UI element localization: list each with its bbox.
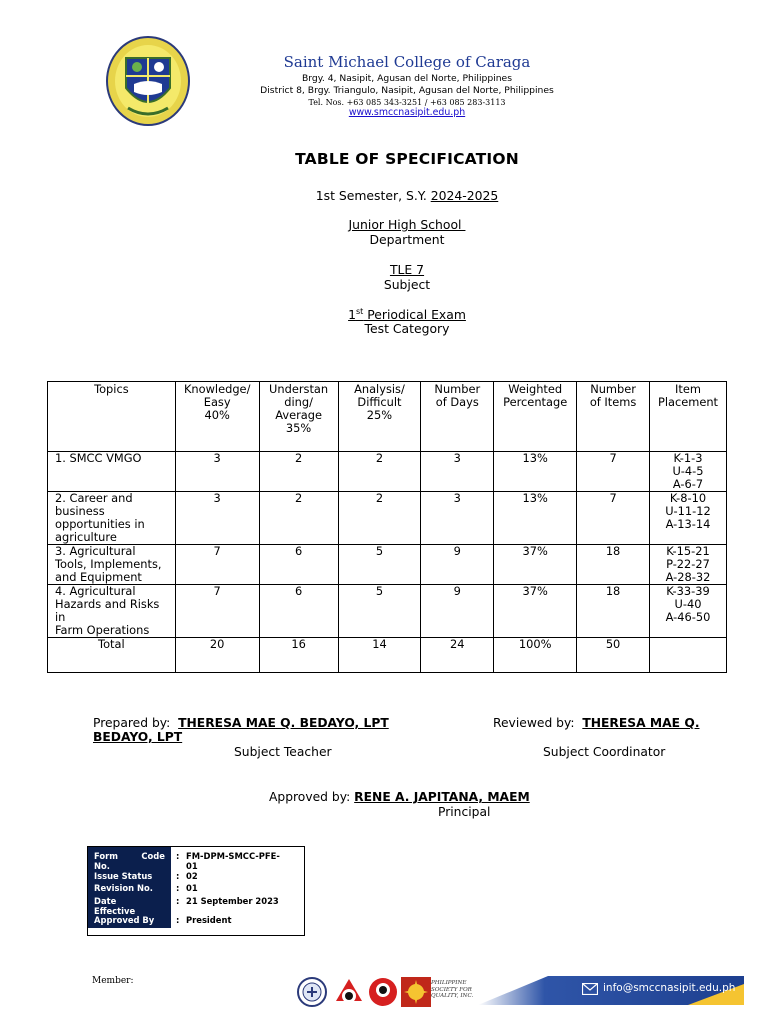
- prepared-label: Prepared by:: [93, 716, 171, 730]
- table-row: [48, 585, 727, 638]
- header-knowledge: Knowledge/ Easy 40%: [175, 382, 259, 452]
- semester-line: [0, 188, 768, 203]
- prepared-role: Subject Teacher: [234, 745, 332, 759]
- prepared-name: THERESA MAE Q. BEDAYO, LPT: [178, 716, 389, 730]
- cell-days: 9: [421, 545, 494, 585]
- prepared-by-line: [93, 716, 389, 730]
- form-info-box: [87, 846, 305, 936]
- specification-table: [47, 381, 727, 673]
- total-understanding: 16: [259, 638, 338, 673]
- cell-weighted: 13%: [494, 492, 577, 545]
- approved-by-line: [269, 790, 530, 804]
- reviewed-by-line: [493, 716, 700, 730]
- table-row: [48, 452, 727, 492]
- psq-logo-icon: [401, 977, 431, 1007]
- cell-topic: 3. Agricultural Tools, Implements, and Equipment: [48, 545, 176, 585]
- cell-placement: K-33-39 U-40 A-46-50: [650, 585, 727, 638]
- exam-superscript: st: [355, 307, 364, 316]
- cell-topic: 2. Career and business opportunities in agriculture: [48, 492, 176, 545]
- approved-role: Principal: [438, 805, 491, 819]
- form-colon: :: [176, 871, 180, 881]
- header-placement: Item Placement: [650, 382, 727, 452]
- header-weighted: Weighted Percentage: [494, 382, 577, 452]
- school-year: 2024-2025: [430, 188, 499, 203]
- total-days: 24: [421, 638, 494, 673]
- cell-analysis: 2: [338, 452, 421, 492]
- cell-topic: 4. Agricultural Hazards and Risks in Farm Operations: [48, 585, 176, 638]
- form-colon: :: [176, 915, 180, 925]
- total-knowledge: 20: [175, 638, 259, 673]
- header-items: Number of Items: [577, 382, 650, 452]
- cell-understanding: 2: [259, 452, 338, 492]
- table-total-row: [48, 638, 727, 673]
- college-name: Saint Michael College of Caraga: [283, 53, 531, 71]
- member-red-logo-icon: [368, 977, 398, 1007]
- header-days: Number of Days: [421, 382, 494, 452]
- reviewed-name: THERESA MAE Q.: [582, 716, 700, 730]
- cell-understanding: 6: [259, 545, 338, 585]
- cell-knowledge: 7: [175, 585, 259, 638]
- cell-understanding: 6: [259, 585, 338, 638]
- cell-days: 9: [421, 585, 494, 638]
- cell-items: 18: [577, 545, 650, 585]
- table-header-row: [48, 382, 727, 452]
- prepared-name-wrap: [93, 730, 182, 744]
- address-line-2: District 8, Brgy. Triangulo, Nasipit, Agusan del Norte, Philippines: [260, 85, 554, 96]
- cell-knowledge: 3: [175, 452, 259, 492]
- department-value: Junior High School: [348, 217, 466, 232]
- form-info-row: [88, 871, 304, 883]
- prepared-name-continued: BEDAYO, LPT: [93, 730, 183, 744]
- college-seal-logo: [106, 36, 190, 126]
- cell-placement: K-8-10 U-11-12 A-13-14: [650, 492, 727, 545]
- exam-label: Test Category: [364, 321, 450, 336]
- approved-by-value: President: [186, 915, 232, 925]
- approved-by-key: Approved By: [94, 915, 155, 925]
- cell-knowledge: 7: [175, 545, 259, 585]
- revision-no-value: 01: [186, 883, 198, 893]
- form-info-row: [88, 883, 304, 895]
- issue-status-key: Issue Status: [94, 871, 153, 881]
- form-code-value: FM-DPM-SMCC-PFE- 01: [186, 851, 280, 871]
- cell-items: 18: [577, 585, 650, 638]
- total-placement: [650, 638, 727, 673]
- cell-days: 3: [421, 452, 494, 492]
- cell-placement: K-1-3 U-4-5 A-6-7: [650, 452, 727, 492]
- cell-analysis: 2: [338, 492, 421, 545]
- total-weighted: 100%: [494, 638, 577, 673]
- header-understanding: Understan ding/ Average 35%: [259, 382, 338, 452]
- cell-items: 7: [577, 492, 650, 545]
- semester-prefix: 1st Semester, S.Y.: [315, 188, 431, 203]
- form-colon: :: [176, 851, 180, 861]
- issue-status-value: 02: [186, 871, 198, 881]
- exam-name: Periodical Exam: [363, 307, 466, 323]
- department-label: Department: [369, 232, 445, 247]
- approved-label: Approved by:: [269, 790, 351, 804]
- form-code-key: Form Code No.: [94, 851, 165, 871]
- table-row: [48, 492, 727, 545]
- document-title: TABLE OF SPECIFICATION: [295, 150, 519, 168]
- date-effective-value: 21 September 2023: [186, 896, 279, 906]
- exam-value: [0, 307, 768, 322]
- cell-knowledge: 3: [175, 492, 259, 545]
- date-effective-key: Date Effective: [94, 896, 136, 916]
- form-info-row: [88, 896, 304, 916]
- table-row: [48, 545, 727, 585]
- form-info-row: [88, 915, 304, 927]
- cell-placement: K-15-21 P-22-27 A-28-32: [650, 545, 727, 585]
- website-link[interactable]: www.smccnasipit.edu.ph: [348, 107, 466, 118]
- header-analysis: Analysis/ Difficult 25%: [338, 382, 421, 452]
- cell-weighted: 37%: [494, 545, 577, 585]
- revision-no-key: Revision No.: [94, 883, 153, 893]
- reviewed-label: Reviewed by:: [493, 716, 575, 730]
- cell-items: 7: [577, 452, 650, 492]
- total-analysis: 14: [338, 638, 421, 673]
- cell-understanding: 2: [259, 492, 338, 545]
- subject-value: TLE 7: [389, 262, 425, 277]
- form-info-row: [88, 851, 304, 871]
- header-topics: Topics: [48, 382, 176, 452]
- approved-name: RENE A. JAPITANA, MAEM: [354, 790, 530, 804]
- address-line-1: Brgy. 4, Nasipit, Agusan del Norte, Philippines: [302, 73, 512, 84]
- exam-number: 1: [348, 307, 356, 323]
- member-label: Member:: [92, 976, 134, 986]
- cell-topic: 1. SMCC VMGO: [48, 452, 176, 492]
- form-colon: :: [176, 883, 180, 893]
- subject-label: Subject: [383, 277, 431, 292]
- cell-analysis: 5: [338, 545, 421, 585]
- total-label: Total: [48, 638, 176, 673]
- psq-text: PHILIPPINE SOCIETY FOR QUALITY, INC.: [431, 980, 474, 999]
- cell-weighted: 37%: [494, 585, 577, 638]
- member-cross-logo-icon: [334, 977, 364, 1007]
- cell-weighted: 13%: [494, 452, 577, 492]
- telephone-numbers: Tel. Nos. +63 085 343-3251 / +63 085 283-3113: [308, 98, 506, 107]
- member-seal-icon: [297, 977, 327, 1007]
- footer-email[interactable]: info@smccnasipit.edu.ph: [603, 982, 736, 994]
- total-items: 50: [577, 638, 650, 673]
- form-colon: :: [176, 896, 180, 906]
- mail-icon: [582, 983, 598, 995]
- reviewed-role: Subject Coordinator: [543, 745, 666, 759]
- cell-analysis: 5: [338, 585, 421, 638]
- cell-days: 3: [421, 492, 494, 545]
